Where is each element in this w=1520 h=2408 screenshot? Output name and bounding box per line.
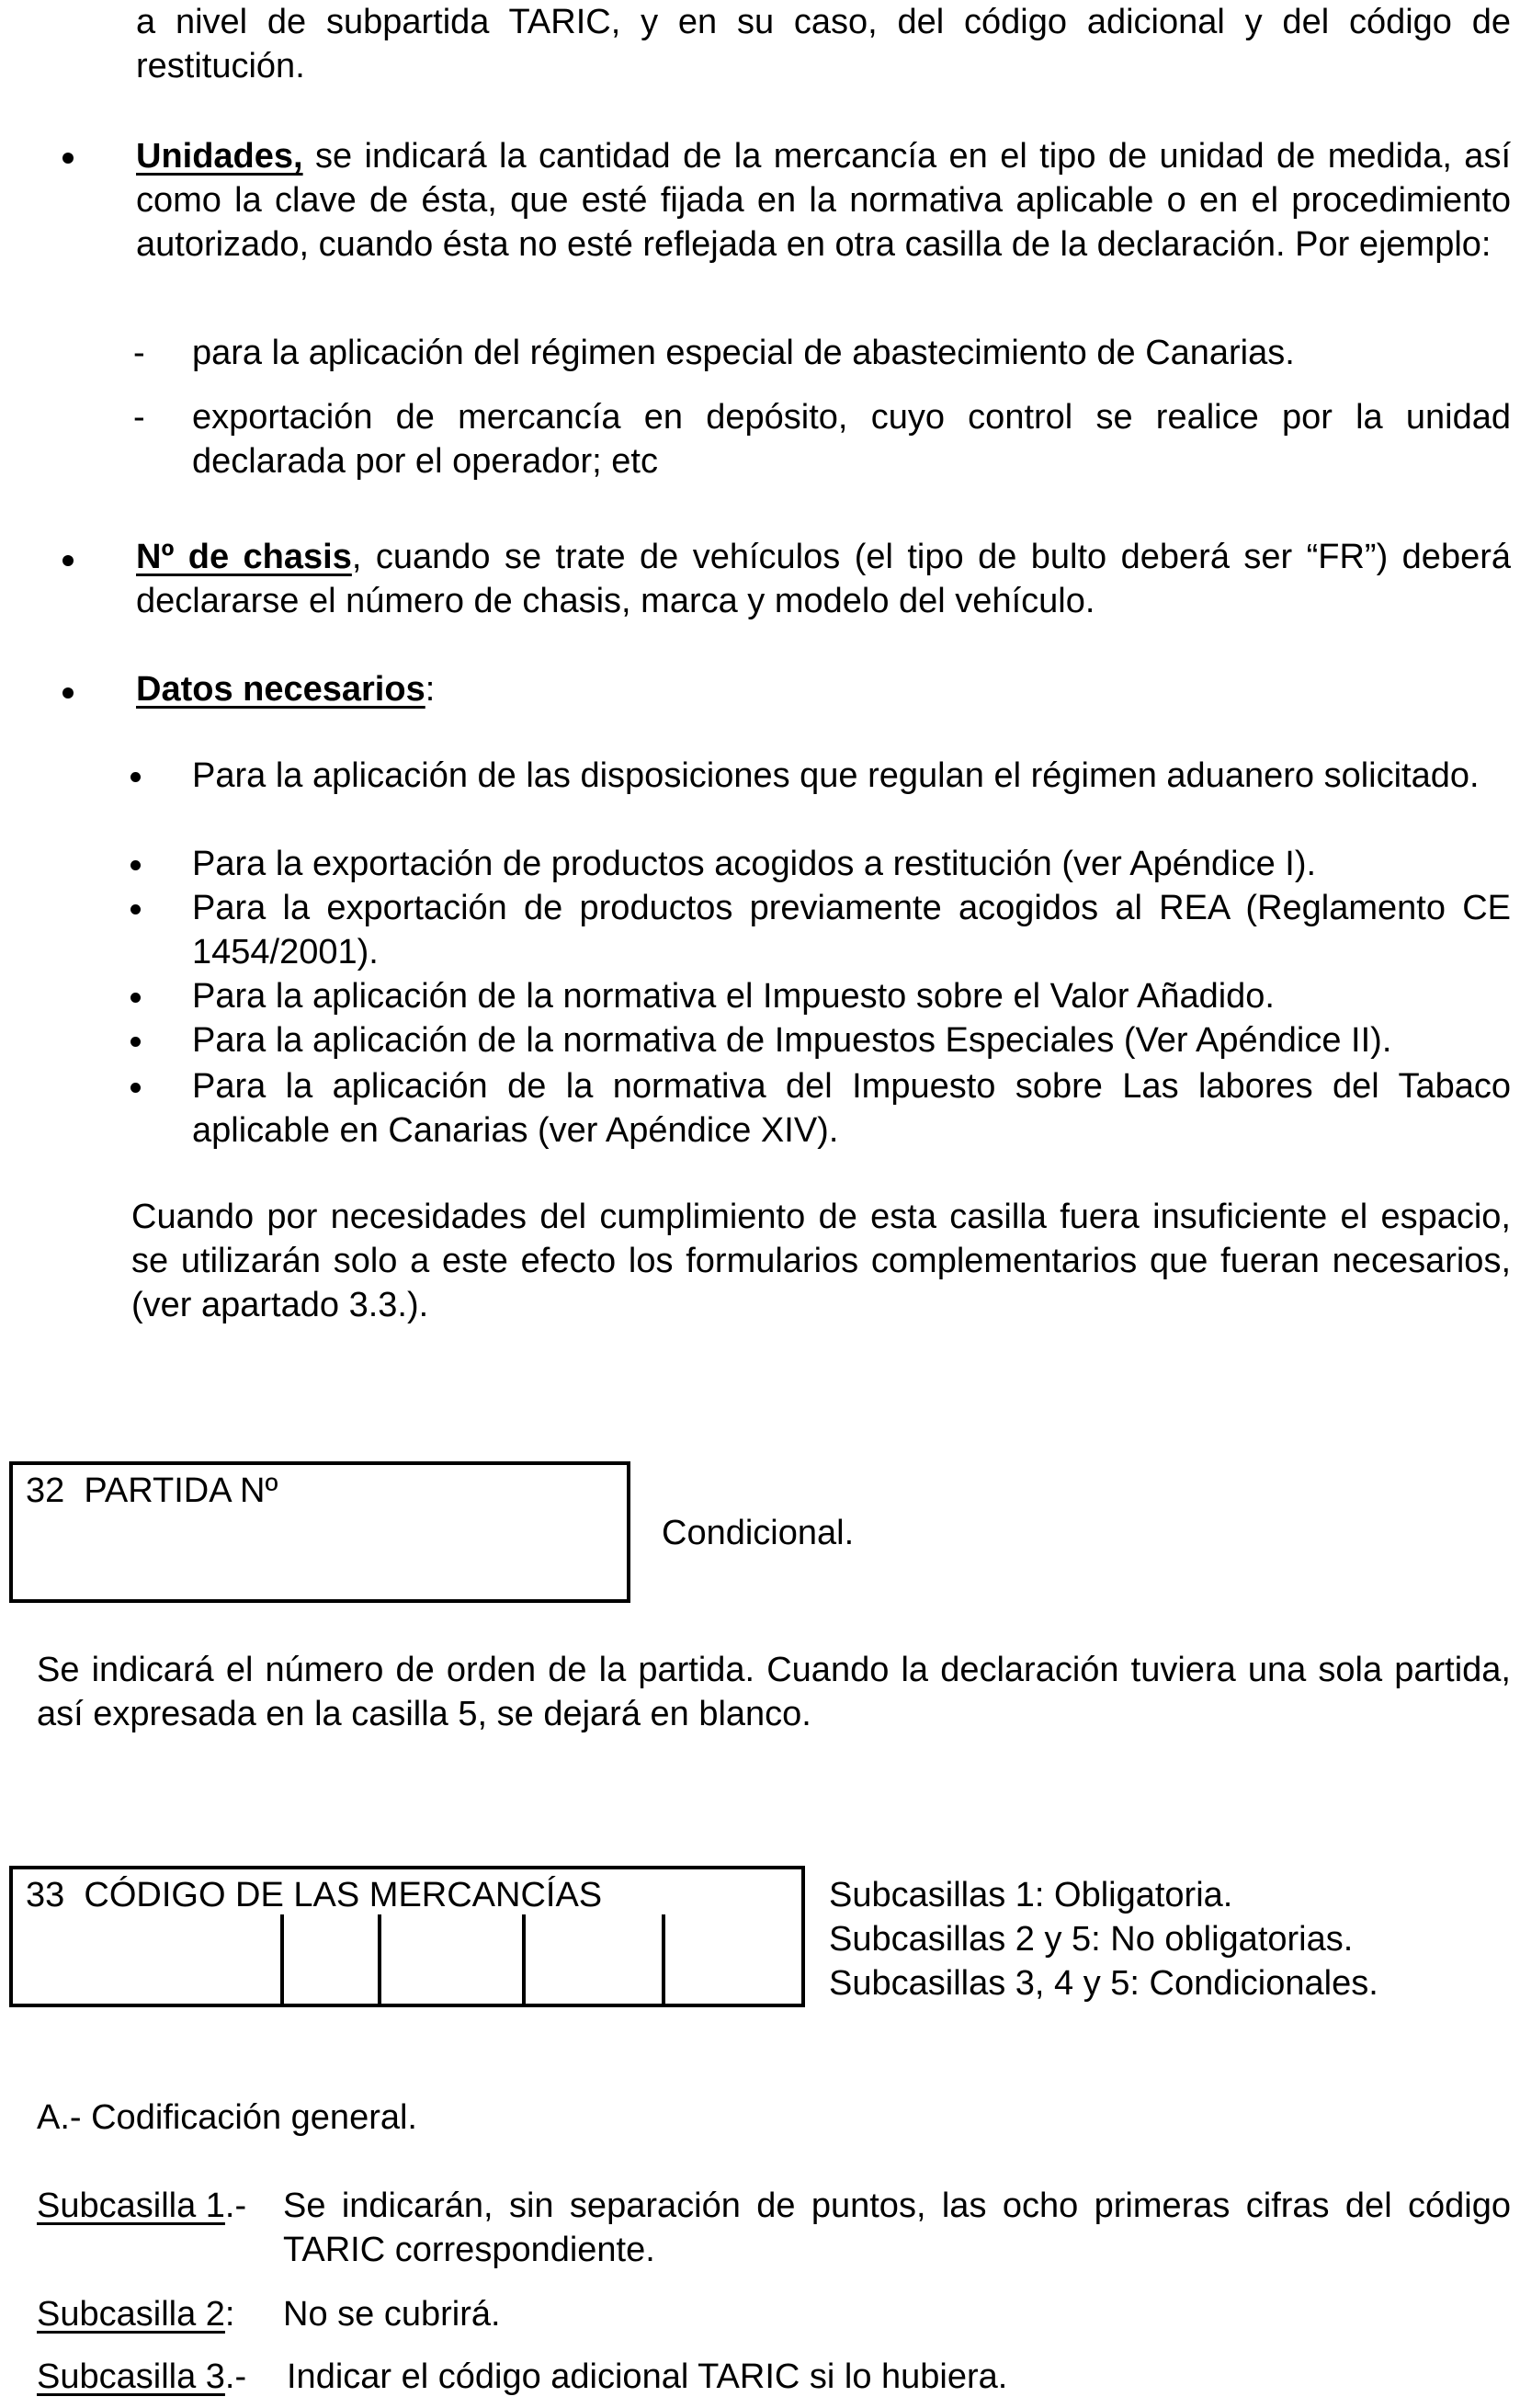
bullet-dot: [62, 555, 74, 566]
dash-marker: -: [133, 398, 145, 437]
box-33-status-line: Subcasillas 3, 4 y 5: Condicionales.: [829, 1964, 1378, 2003]
box-32-description: Se indicará el número de orden de la partida. Cuando la declaración tuviera una sola partida, así expresada en la casilla 5, se dejará en blanco.: [37, 1651, 1511, 1733]
box-32-label: 32 PARTIDA Nº: [26, 1471, 278, 1510]
bullet-datos: [136, 667, 1511, 711]
subcasilla-row: [37, 2355, 1511, 2399]
bullet-chasis-title: Nº de chasis: [136, 538, 352, 576]
dash-item: exportación de mercancía en depósito, cuyo control se realice por la unidad declarada por el operador; etc: [192, 398, 1511, 481]
datos-item: Para la aplicación de las disposiciones que regulan el régimen aduanero solicitado.: [192, 756, 1480, 795]
subcasilla-sep: .-: [224, 2357, 247, 2396]
closing-paragraph: Cuando por necesidades del cumplimiento de esta casilla fuera insuficiente el espacio, se utilizarán solo a este efecto los formularios complementarios que fueran necesarios, (ver apartado 3.3.).: [131, 1198, 1511, 1324]
subcasilla-divider: [522, 1914, 526, 2007]
dash-item: para la aplicación del régimen especial de abastecimiento de Canarias.: [192, 334, 1295, 372]
subcasilla-label: Subcasilla 2: [37, 2295, 225, 2334]
datos-item: Para la exportación de productos acogidos a restitución (ver Apéndice I).: [192, 845, 1317, 883]
dash-marker: -: [133, 334, 145, 372]
subcasilla-row: [37, 2184, 1511, 2269]
sub-bullet-dot: [130, 860, 141, 870]
bullet-datos-title: Datos necesarios: [136, 670, 425, 709]
bullet-chasis: [136, 535, 1511, 623]
box-32-status: Condicional.: [662, 1514, 855, 1552]
subcasilla-divider: [280, 1914, 284, 2007]
subcasilla-divider: [378, 1914, 381, 2007]
bullet-unidades: [136, 134, 1511, 267]
datos-item: Para la aplicación de la normativa de Impuestos Especiales (Ver Apéndice II).: [192, 1021, 1392, 1060]
bullet-datos-suffix: :: [425, 670, 436, 709]
sub-bullet-dot: [130, 1083, 141, 1093]
box-33-status-line: Subcasillas 1: Obligatoria.: [829, 1876, 1233, 1914]
continuation-paragraph: a nivel de subpartida TARIC, y en su caso, del código adicional y del código de restitución.: [136, 3, 1511, 85]
subcasilla-sep: .-: [224, 2187, 247, 2225]
sub-bullet-dot: [130, 993, 141, 1003]
bullet-unidades-title: Unidades,: [136, 137, 303, 176]
subcasilla-sep: :: [224, 2295, 235, 2334]
box-33-status: [829, 1873, 1378, 2005]
bullet-dot: [62, 153, 74, 164]
bullet-dot: [62, 687, 74, 699]
subcasilla-divider: [662, 1914, 665, 2007]
subcasilla-label: Subcasilla 1: [37, 2187, 225, 2225]
sub-bullet-dot: [130, 772, 141, 782]
datos-item: Para la aplicación de la normativa del Impuesto sobre Las labores del Tabaco aplicable en Canarias (ver Apéndice XIV).: [192, 1067, 1511, 1150]
box-33: [9, 1866, 805, 2007]
subcasilla-text: Indicar el código adicional TARIC si lo hubiera.: [287, 2357, 1008, 2396]
datos-item: Para la aplicación de la normativa el Impuesto sobre el Valor Añadido.: [192, 977, 1275, 1016]
datos-item: Para la exportación de productos previamente acogidos al REA (Reglamento CE 1454/2001).: [192, 889, 1511, 971]
box-32: [9, 1461, 630, 1603]
bullet-chasis-text: , cuando se trate de vehículos (el tipo de bulto deberá ser “FR”) deberá declararse el número de chasis, marca y modelo del vehículo.: [136, 538, 1511, 620]
subcasilla-row: [37, 2292, 1511, 2336]
sub-bullet-dot: [130, 904, 141, 914]
sub-bullet-dot: [130, 1037, 141, 1047]
subcasilla-text: No se cubrirá.: [283, 2295, 501, 2334]
bullet-unidades-text: se indicará la cantidad de la mercancía en el tipo de unidad de medida, así como la clave de ésta, que esté fijada en la normativa aplicable o en el procedimiento autorizado, cuando ésta no esté reflejada en otra casilla de la declaración. Por ejemplo:: [136, 137, 1511, 264]
section-heading: A.- Codificación general.: [37, 2098, 417, 2137]
box-33-status-line: Subcasillas 2 y 5: No obligatorias.: [829, 1920, 1354, 1959]
box-33-label: 33 CÓDIGO DE LAS MERCANCÍAS: [26, 1876, 603, 1914]
subcasilla-label: Subcasilla 3: [37, 2357, 225, 2396]
subcasilla-text: Se indicarán, sin separación de puntos, las ocho primeras cifras del código TARIC correspondiente.: [283, 2187, 1511, 2269]
